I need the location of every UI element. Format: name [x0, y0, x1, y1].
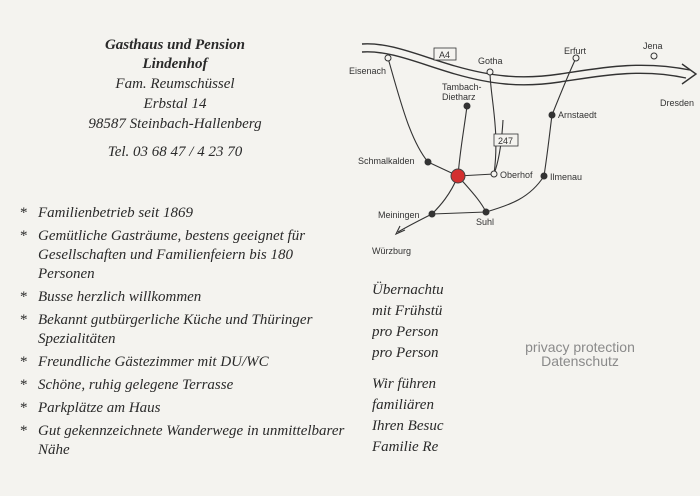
- privacy-line1: privacy protection: [525, 339, 635, 355]
- bullet-star: *: [20, 228, 28, 244]
- redacted-area: [452, 276, 700, 476]
- label-jena: Jena: [643, 41, 663, 51]
- text-line: Ihren Besuc: [372, 418, 444, 434]
- text-line: mit Frühstü: [372, 303, 443, 319]
- feature-text: Familienbetrieb seit 1869: [38, 205, 193, 221]
- city-address: 98587 Steinbach-Hallenberg: [88, 116, 262, 132]
- feature-text: Parkplätze am Haus: [38, 400, 161, 416]
- marker-arnstaedt: [549, 112, 555, 118]
- text-line: Übernachtu: [372, 282, 444, 298]
- list-item: [20, 353, 350, 372]
- label-eisenach: Eisenach: [349, 66, 387, 76]
- marker-ilmenau: [541, 173, 547, 179]
- marker-eisenach: [385, 55, 391, 61]
- marker-gotha: [487, 69, 493, 75]
- label-meiningen: Meiningen: [378, 210, 420, 220]
- text-line: familiären: [372, 397, 434, 413]
- label-erfurt: Erfurt: [564, 46, 587, 56]
- arrow-dresden-icon: [682, 64, 696, 84]
- label-dietharz: Dietharz: [442, 92, 476, 102]
- marker-meiningen: [429, 211, 435, 217]
- list-item: [20, 227, 350, 284]
- road-label-a4: A4: [439, 50, 451, 60]
- list-item: [20, 204, 350, 223]
- label-ilmenau: Ilmenau: [550, 172, 583, 182]
- feature-text: Freundliche Gästezimmer mit DU/WC: [38, 354, 269, 370]
- marker-suhl: [483, 209, 489, 215]
- business-name-line2: Lindenhof: [142, 56, 208, 72]
- list-item: [20, 311, 350, 349]
- privacy-watermark: [500, 340, 660, 368]
- feature-text: Gemütliche Gasträume, bestens geeignet für Gesellschaften und Familienfeiern bis 180 Personen: [38, 228, 306, 282]
- bullet-star: *: [20, 289, 28, 305]
- text-line: Familie Re: [372, 439, 439, 455]
- list-item: [20, 422, 350, 460]
- route-map: [340, 30, 700, 270]
- label-schmalkalden: Schmalkalden: [358, 156, 415, 166]
- marker-schmalkalden: [425, 159, 431, 165]
- text-line: pro Person: [372, 345, 439, 361]
- business-name-line1: Gasthaus und Pension: [104, 37, 246, 53]
- list-item: [20, 376, 350, 395]
- phone-number: Tel. 03 68 47 / 4 23 70: [107, 144, 243, 160]
- roads: [388, 58, 576, 234]
- feature-list: [20, 204, 350, 464]
- label-suhl: Suhl: [476, 217, 495, 227]
- marker-oberhof: [491, 171, 497, 177]
- label-tambach: Tambach-: [442, 82, 482, 92]
- marker-tambach: [464, 103, 470, 109]
- text-line: pro Person: [372, 324, 439, 340]
- bullet-star: *: [20, 423, 28, 439]
- owner-family: Fam. Reumschüssel: [115, 76, 235, 92]
- bullet-star: *: [20, 354, 28, 370]
- location-marker-icon: [451, 169, 465, 183]
- truncated-text-block: [372, 280, 452, 458]
- feature-text: Gut gekennzeichnete Wanderwege in unmittelbarer Nähe: [38, 423, 345, 458]
- label-dresden: Dresden: [660, 98, 695, 108]
- business-header: [60, 36, 290, 162]
- bullet-star: *: [20, 400, 28, 416]
- feature-text: Busse herzlich willkommen: [38, 289, 202, 305]
- label-wuerzburg: Würzburg: [372, 246, 412, 256]
- bullet-star: *: [20, 205, 28, 221]
- place-markers: [385, 53, 657, 217]
- label-arnstaedt: Arnstaedt: [558, 110, 597, 120]
- feature-text: Bekannt gutbürgerliche Küche und Thüringer Spezialitäten: [38, 312, 313, 347]
- bullet-star: *: [20, 312, 28, 328]
- road-label-247: 247: [498, 136, 514, 146]
- street-address: Erbstal 14: [143, 96, 207, 112]
- label-gotha: Gotha: [478, 56, 503, 66]
- marker-jena: [651, 53, 657, 59]
- text-line: Wir führen: [372, 376, 437, 392]
- feature-text: Schöne, ruhig gelegene Terrasse: [38, 377, 234, 393]
- label-oberhof: Oberhof: [500, 170, 533, 180]
- privacy-line2: Datenschutz: [541, 353, 619, 369]
- list-item: [20, 399, 350, 418]
- bullet-star: *: [20, 377, 28, 393]
- list-item: [20, 288, 350, 307]
